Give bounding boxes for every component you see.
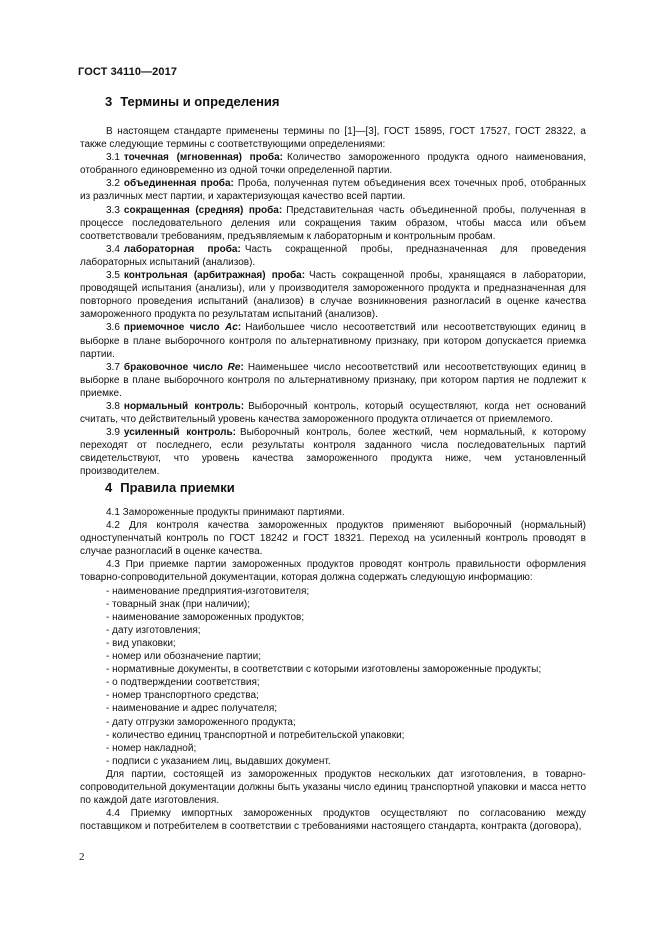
term-number: 3.8 [106, 400, 120, 412]
section-4-number: 4 [105, 480, 113, 495]
term-3-6 [80, 321, 586, 360]
term-number: 3.6 [106, 322, 120, 334]
list-item: - наименование предприятия-изготовителя; [106, 585, 310, 597]
list-item: - дату отгрузки замороженного продукта; [106, 716, 296, 728]
clause-4-1: 4.1 Замороженные продукты принимают партиями. [106, 507, 345, 518]
term-definition: Часть сокращенной пробы, предназначенная для проведения лабораторных испытаний (анализов). [80, 243, 586, 268]
list-item: - нормативные документы, в соответствии с которыми изготовлены замороженные продукты; [106, 664, 542, 676]
list-item: - подписи с указанием лиц, выдавших документ. [106, 755, 331, 767]
clause-4-3: 4.3 При приемке партии замороженных продуктов проводят контроль правильности оформления товарно-сопроводительной документации, которая должна содержать следующую информацию: [80, 559, 586, 584]
term-symbol: Ac [225, 322, 238, 334]
page-number: 2 [79, 851, 85, 863]
section-4-body [80, 506, 586, 833]
term-number: 3.9 [106, 427, 120, 439]
term-name: нормальный контроль: [123, 400, 245, 412]
list-item: - номер транспортного средства; [106, 690, 259, 702]
list-item: - вид упаковки; [106, 637, 176, 649]
term-definition: Наибольшее число несоответствий или несоответствующих единиц в выборке в плане выборочного контроля по альтернативному признаку, при котором допускается приемка партии. [80, 322, 586, 360]
list-item: - дату изготовления; [106, 624, 201, 636]
list-item: - товарный знак (при наличии); [106, 598, 251, 610]
standard-designation: ГОСТ 34110—2017 [78, 66, 178, 78]
section-3-heading [105, 94, 280, 109]
term-name: точечная (мгновенная) проба: [123, 152, 283, 164]
clause-4-2: 4.2 Для контроля качества замороженных продуктов применяют выборочный (нормальный) одноступенчатый контроль по ГОСТ 18242 и ГОСТ 18321. Переход на усиленный контроль проводят в случае разногласий в оценке качества. [80, 520, 586, 558]
term-name: усиленный контроль: [123, 427, 236, 439]
term-symbol: Re [227, 361, 241, 373]
term-3-3 [80, 204, 586, 243]
term-number: 3.4 [106, 243, 120, 255]
term-number: 3.3 [106, 204, 120, 216]
list-item: - о подтверждении соответствия; [106, 677, 260, 689]
clause-4-3-note: Для партии, состоящей из замороженных продуктов нескольких дат изготовления, в товарно-сопроводительной документации должны быть указаны число единиц транспортной упаковки и масса нетто по каждой дате изготовления. [80, 768, 586, 807]
term-3-8 [80, 400, 586, 426]
list-item: - наименование замороженных продуктов; [106, 611, 305, 623]
list-item: - номер накладной; [106, 742, 197, 754]
clause-4-4: 4.4 Приемку импортных замороженных продуктов осуществляют по согласованию между поставщиком и потребителем в соответствии с требованиями настоящего стандарта, контракта (договора), [80, 808, 586, 833]
term-name: сокращенная (средняя) проба: [123, 204, 283, 216]
term-name: браковочное число Re: [123, 361, 244, 373]
term-3-1 [80, 151, 586, 177]
list-item: - наименование и адрес получателя; [106, 703, 278, 715]
term-name: контрольная (арбитражная) проба: [123, 270, 306, 282]
term-definition: Выборочный контроль, более жесткий, чем нормальный, к которому переходят от последнего, если результаты контроля заданного числа последовательных партий свидетельствуют, что уровень качества замороженного продукта ниже, чем установленный производителем. [80, 427, 586, 478]
term-3-4 [80, 243, 586, 269]
section-3-intro: В настоящем стандарте применены термины по [1]—[3], ГОСТ 15895, ГОСТ 17527, ГОСТ 28322, а также следующие термины с соответствующими определениями: [80, 126, 586, 151]
term-3-9 [80, 426, 586, 478]
section-4-title: Правила приемки [120, 480, 235, 495]
term-definition: Наименьшее число несоответствий или несоответствующих единиц в выборке в плане выборочного контроля по альтернативному признаку, при котором партия не подлежит к приемке. [80, 361, 587, 399]
term-number: 3.1 [106, 152, 120, 164]
term-name: объединенная проба: [123, 178, 234, 190]
term-number: 3.5 [106, 270, 120, 282]
section-4-heading [105, 480, 235, 495]
section-3-body [80, 125, 586, 479]
term-definition: Представительная часть объединенной пробы, полученная в процессе последовательного деления или сокращения таким образом, чтобы масса или объем соответствовали требованиям, предъявляемым к лабораторным и контрольным пробам. [80, 204, 586, 242]
term-3-7 [80, 361, 586, 400]
section-3-number: 3 [105, 94, 113, 109]
term-name: лабораторная проба: [123, 243, 241, 255]
term-3-2 [80, 177, 586, 203]
term-definition: Выборочный контроль, который осуществляют, когда нет оснований считать, что действительный уровень качества замороженного продукта отличается от приемлемого. [80, 400, 586, 426]
term-definition: Часть сокращенной пробы, хранящаяся в лаборатории, проводящей испытания (анализы), или у производителя замороженного продукта и предназначенная для повторного проведения испытаний (анализов) в случае возникновения разногласий в оценке качества замороженного продукта по результатам испытаний (анализов). [80, 270, 586, 321]
term-3-5 [80, 269, 586, 321]
term-number: 3.2 [106, 178, 120, 190]
term-name: приемочное число Ac: [123, 322, 242, 334]
term-definition: Проба, полученная путем объединения всех точечных проб, отобранных из различных мест партии, и характеризующая качество всей партии. [80, 178, 587, 203]
term-definition: Количество замороженного продукта одного наименования, отобранного единовременно из одной точки определенной партии. [80, 152, 587, 177]
list-item: - количество единиц транспортной и потребительской упаковки; [106, 729, 405, 741]
section-3-title: Термины и определения [120, 94, 280, 109]
term-number: 3.7 [106, 361, 120, 373]
list-item: - номер или обозначение партии; [106, 651, 262, 663]
